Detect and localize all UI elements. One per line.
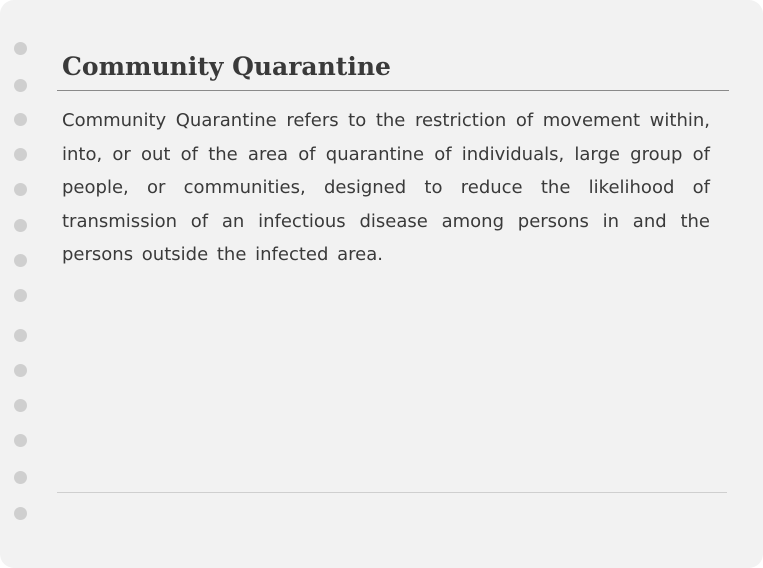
binder-hole bbox=[14, 399, 27, 412]
binder-hole bbox=[14, 183, 27, 196]
binder-hole bbox=[14, 79, 27, 92]
binder-hole bbox=[14, 42, 27, 55]
binder-hole bbox=[14, 148, 27, 161]
bottom-divider bbox=[57, 492, 727, 493]
binder-hole bbox=[14, 329, 27, 342]
binder-hole bbox=[14, 113, 27, 126]
binder-hole bbox=[14, 434, 27, 447]
binder-hole bbox=[14, 219, 27, 232]
binder-hole bbox=[14, 254, 27, 267]
binder-hole bbox=[14, 289, 27, 302]
definition-paragraph: Community Quarantine refers to the restriction of movement within, into, or out of the area of quarantine of individuals, large group of people, or communities, designed to reduce the likelihood of transmission of an infectious disease among persons in and the persons outside the infected area. bbox=[62, 110, 710, 265]
binder-hole bbox=[14, 507, 27, 520]
binder-holes bbox=[14, 0, 28, 568]
binder-hole bbox=[14, 364, 27, 377]
title-divider bbox=[57, 90, 729, 91]
page-title: Community Quarantine bbox=[62, 52, 391, 81]
binder-hole bbox=[14, 471, 27, 484]
